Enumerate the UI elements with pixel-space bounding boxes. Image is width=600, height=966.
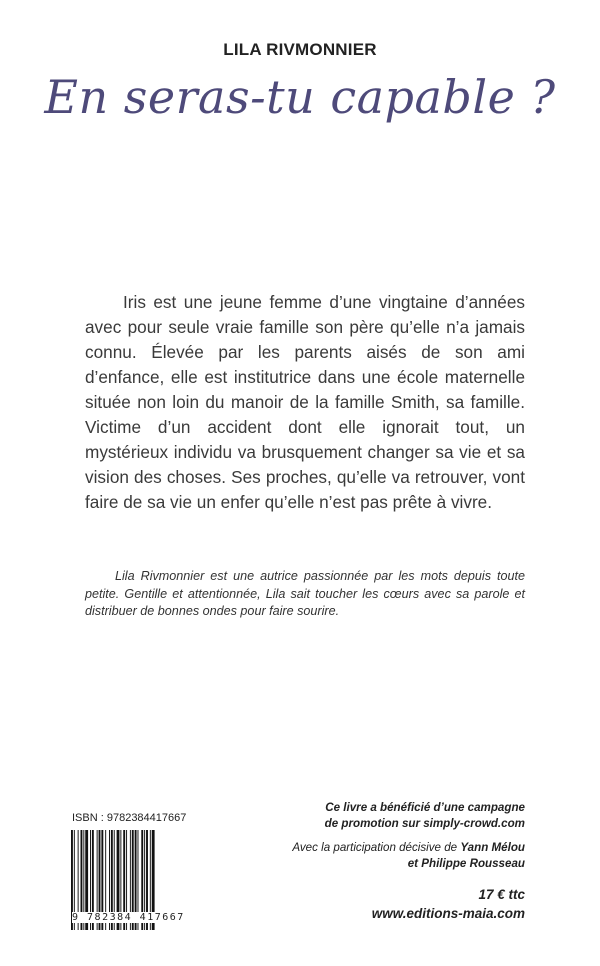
publisher-website: www.editions-maia.com [371, 906, 525, 921]
barcode-digits: 9 782384 417667 [72, 912, 185, 923]
promo-line-1: Ce livre a bénéficié d’une campagne [325, 801, 525, 814]
blurb-paragraph: Iris est une jeune femme d’une vingtaine d’années avec pour seule vraie famille son père qu’elle n’a jamais connu. Élevée par les parents aisés de son ami d’enfance, elle est institutrice dans une école maternelle située non loin du manoir de la famille Smith, sa famille. Victime d’un accident dont elle ignorait tout, un mystérieux individu va brusquement changer sa vie et sa vision des choses. Ses proches, qu’elle va retrouver, vont faire de sa vie un enfer qu’elle n’est pas prête à vivre. [85, 292, 525, 512]
back-cover-blurb [85, 290, 525, 515]
participation-line-2 [280, 856, 525, 872]
price: 17 € ttc [478, 887, 525, 902]
isbn-label: ISBN : 9782384417667 [72, 812, 187, 824]
participant-2: et Philippe Rousseau [407, 857, 525, 870]
participant-1: Yann Mélou [460, 841, 525, 854]
participation-line-1 [280, 840, 525, 856]
promo-line-2: de promotion sur simply-crowd.com [324, 817, 525, 830]
author-name: LILA RIVMONNIER [223, 40, 377, 59]
author-bio [85, 568, 525, 621]
book-title: En seras-tu capable ? [44, 70, 556, 124]
promo-notice [280, 800, 525, 832]
participation-prefix: Avec la participation décisive de [292, 841, 458, 854]
participation-notice [280, 840, 525, 872]
bio-paragraph: Lila Rivmonnier est une autrice passionnée par les mots depuis toute petite. Gentille et attentionnée, Lila sait toucher les cœurs avec sa parole et distribuer de bonnes ondes pour faire sourire. [85, 569, 525, 618]
